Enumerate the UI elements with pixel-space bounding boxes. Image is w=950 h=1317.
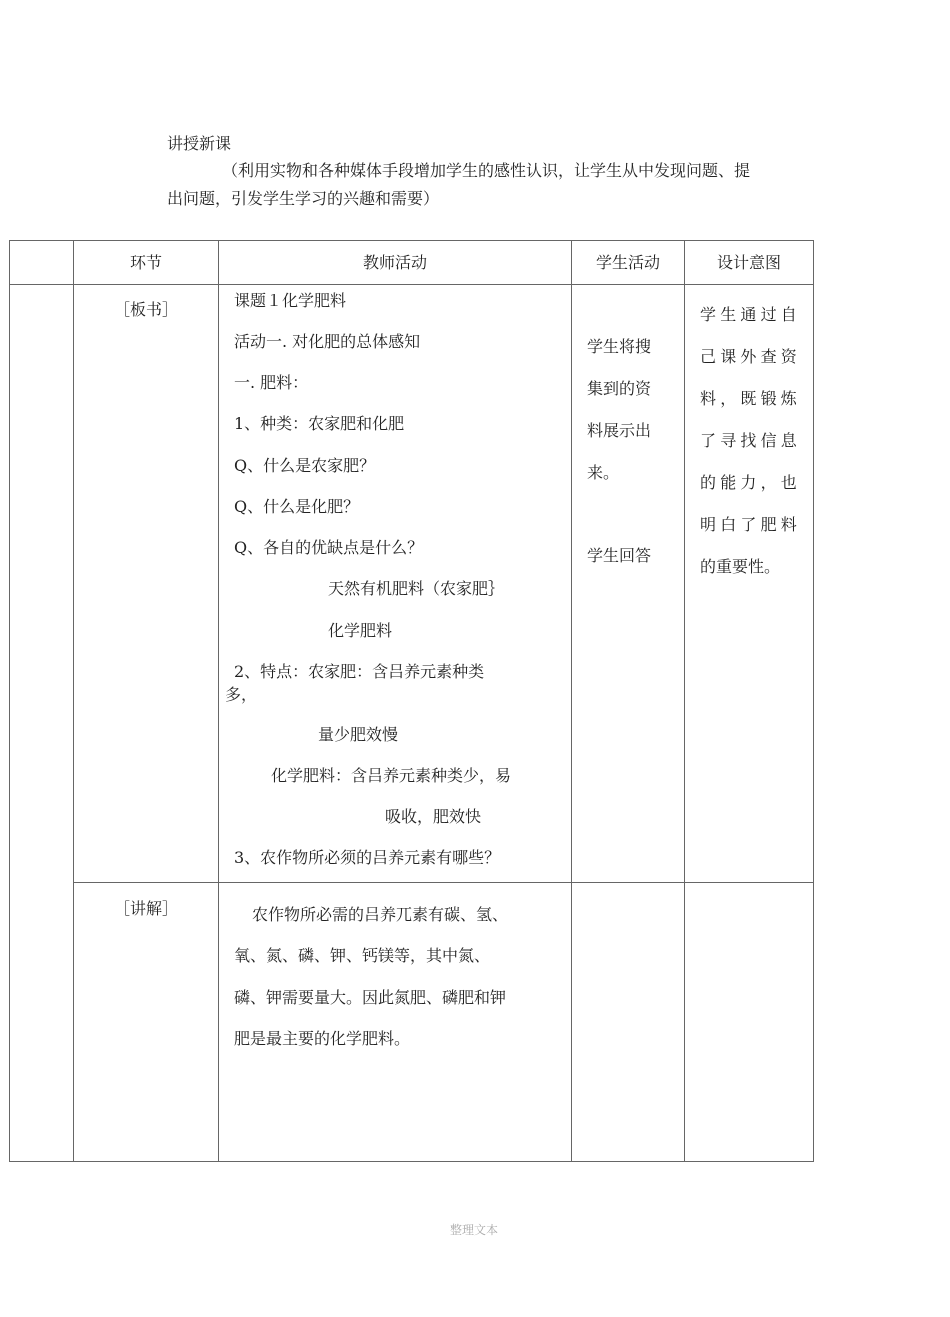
- teacher-line: 肥是最主要的化学肥料。: [234, 1029, 411, 1048]
- intro-line-1: （利用实物和各种媒体手段增加学生的感性认识，让学生从中发现问题、提: [222, 161, 751, 180]
- teacher-line: Q、什么是农家肥？: [234, 456, 376, 475]
- teacher-line: Q、什么是化肥？: [234, 497, 360, 516]
- stage-explanation: ［讲解］: [114, 899, 179, 918]
- teacher-line: 化学肥料: [328, 621, 393, 640]
- teacher-line: 吸收，肥效快: [385, 807, 482, 826]
- student-line: 料展示出: [587, 421, 652, 440]
- teacher-line: Q、各自的优缺点是什么？: [234, 538, 424, 557]
- section-title: 讲授新课: [167, 134, 232, 153]
- teacher-line: 氧、氮、磷、钾、钙镁等，其中氮、: [234, 946, 491, 965]
- teacher-line: 一. 肥料：: [234, 373, 309, 392]
- design-line: 了寻找信息: [700, 431, 802, 450]
- design-line: 料，既锻炼: [700, 389, 802, 408]
- stage-blackboard: ［板书］: [114, 300, 179, 319]
- teacher-line: 多，: [225, 685, 258, 704]
- design-line: 明白了肥料: [700, 515, 802, 534]
- design-line: 己课外查资: [700, 347, 802, 366]
- footer-note: 整理文本: [450, 1223, 499, 1237]
- design-line: 的重要性。: [700, 557, 781, 576]
- design-line: 的能力，也: [700, 473, 802, 492]
- header-student-activity: 学生活动: [595, 253, 660, 272]
- header-stage: 环节: [129, 253, 162, 272]
- teacher-line: 活动一. 对化肥的总体感知: [234, 332, 421, 351]
- teacher-line: 3、农作物所必须的吕养元素有哪些？: [234, 848, 501, 867]
- design-line: 学生通过自: [700, 305, 802, 324]
- teacher-line: 量少肥效慢: [318, 725, 399, 744]
- student-line: 学生将搜: [587, 337, 652, 356]
- header-design-intent: 设计意图: [716, 253, 781, 272]
- teacher-line: 磷、钾需要量大。因此氮肥、磷肥和钾: [234, 988, 507, 1007]
- teacher-line: 天然有机肥料（农家肥｝: [328, 579, 505, 598]
- teacher-line: 1、种类：农家肥和化肥: [234, 414, 405, 433]
- header-teacher-activity: 教师活动: [362, 253, 427, 272]
- teacher-line: 化学肥料：含吕养元素种类少，易: [271, 766, 512, 785]
- student-answer: 学生回答: [587, 546, 652, 565]
- student-line: 来。: [587, 463, 620, 482]
- teacher-line: 课题１化学肥料: [234, 291, 347, 310]
- student-line: 集到的资: [587, 379, 652, 398]
- teacher-line: 2、特点：农家肥：含吕养元素种类: [234, 662, 485, 681]
- teacher-line: 农作物所必需的吕养兀素有碳、氢、: [252, 905, 509, 924]
- intro-line-2: 出问题，引发学生学习的兴趣和需要）: [167, 189, 440, 208]
